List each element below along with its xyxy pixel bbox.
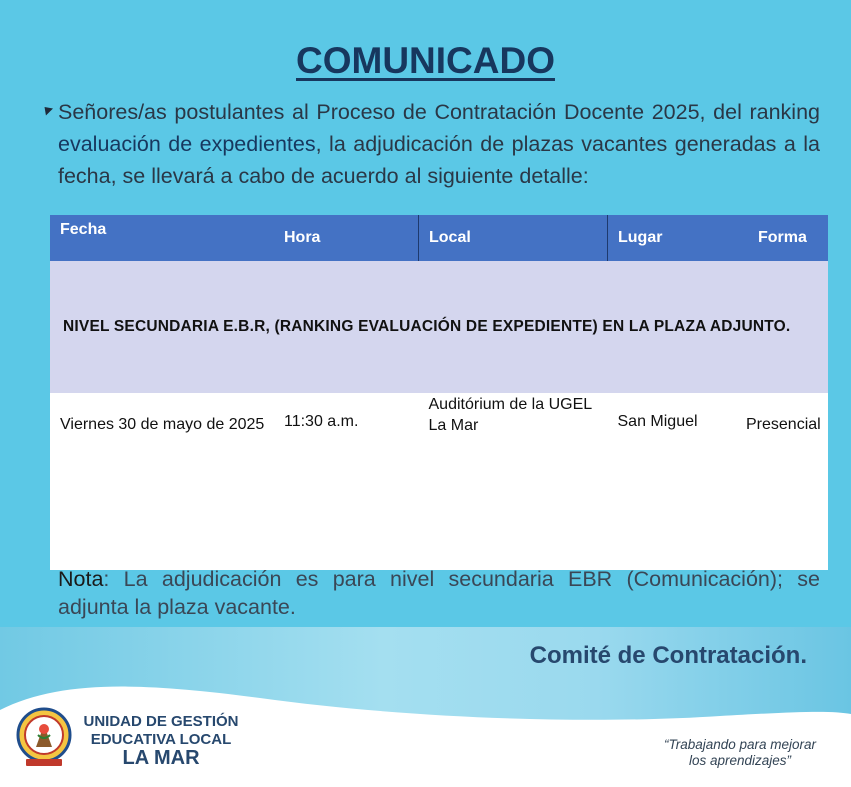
org-line-3: LA MAR <box>122 747 200 769</box>
org-line-1: UNIDAD DE GESTIÓN <box>83 713 239 730</box>
column-header-forma: Forma <box>736 215 828 261</box>
column-header-hora: Hora <box>274 215 419 261</box>
level-row-text: NIVEL SECUNDARIA E.B.R, (RANKING EVALUACIÓN DE EXPEDIENTE) EN LA PLAZA ADJUNTO. <box>50 261 828 393</box>
note-label: Nota <box>58 567 104 591</box>
slogan-line-2: los aprendizajes” <box>688 753 792 768</box>
cell-lugar: San Miguel <box>608 393 737 570</box>
column-header-local: Local <box>419 215 608 261</box>
bullet-icon <box>41 103 53 115</box>
column-header-lugar: Lugar <box>608 215 737 261</box>
column-header-fecha: Fecha <box>50 215 274 261</box>
org-name <box>80 713 242 749</box>
cell-local: Auditórium de la UGEL La Mar <box>419 393 608 570</box>
note-text: : La adjudicación es para nivel secundaria EBR (Comunicación); se adjunta la plaza vacante. <box>58 567 820 619</box>
slogan-line-1: “Trabajando para mejorar <box>663 737 817 752</box>
org-line-2: EDUCATIVA LOCAL <box>90 731 232 748</box>
cell-fecha: Viernes 30 de mayo de 2025 <box>50 393 274 570</box>
note-paragraph <box>58 565 820 621</box>
slogan <box>640 737 840 769</box>
intro-highlight: evaluación de expedientes <box>58 132 316 156</box>
intro-text-1: Señores/as postulantes al Proceso de Contratación Docente 2025, del ranking <box>58 100 820 124</box>
table-header-row <box>50 215 828 261</box>
cell-hora: 11:30 a.m. <box>274 393 419 570</box>
committee-signature: Comité de Contratación. <box>529 642 807 669</box>
schedule-table <box>50 215 828 570</box>
cell-forma: Presencial <box>736 393 828 570</box>
level-row <box>50 261 828 393</box>
intro-text-2: , la adjudicación de plazas vacantes generadas a la fecha, se llevará a cabo de acuerdo al siguiente detalle: <box>58 132 821 188</box>
ugel-logo-icon <box>16 707 72 769</box>
table-row <box>50 393 828 570</box>
intro-paragraph <box>58 96 820 192</box>
page-title: COMUNICADO <box>296 40 555 81</box>
